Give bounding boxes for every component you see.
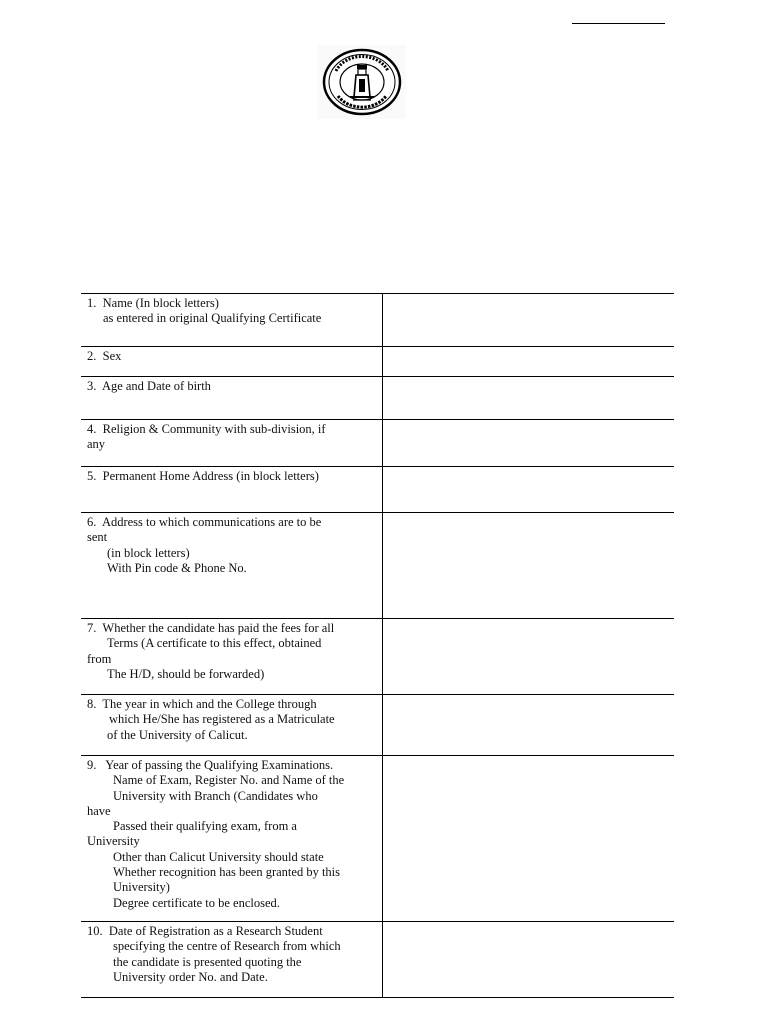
answer-field-registration-date[interactable] — [383, 922, 675, 998]
question-text: University — [87, 834, 140, 849]
form-row-1 — [81, 294, 674, 347]
application-form-table — [81, 293, 674, 998]
question-text: Name (In block letters) — [102, 296, 219, 310]
question-number: 3. — [87, 379, 97, 393]
question-text: sent — [87, 530, 108, 545]
question-text: Date of Registration as a Research Student — [108, 924, 323, 938]
answer-field-home-address[interactable] — [383, 467, 675, 513]
question-text: as entered in original Qualifying Certificate — [103, 311, 322, 326]
form-row-5 — [81, 467, 674, 513]
question-text: any — [87, 437, 106, 452]
question-text: Other than Calicut University should state — [113, 849, 324, 864]
question-number: 6. — [87, 515, 97, 529]
answer-field-name[interactable] — [383, 294, 675, 347]
answer-field-sex[interactable] — [383, 347, 675, 377]
question-text: from — [87, 651, 112, 666]
question-text: Passed their qualifying exam, from a — [113, 819, 297, 834]
form-row-3 — [81, 377, 674, 420]
form-row-10 — [81, 922, 674, 998]
question-text: Religion & Community with sub-division, if — [102, 422, 326, 436]
form-row-4 — [81, 420, 674, 467]
question-text: The H/D, should be forwarded) — [107, 666, 265, 681]
question-text: Degree certificate to be enclosed. — [113, 895, 280, 910]
question-text: Year of passing the Qualifying Examinations. — [105, 758, 334, 772]
question-text: which He/She has registered as a Matriculate — [109, 712, 335, 727]
question-text: Terms (A certificate to this effect, obtained — [107, 636, 322, 651]
question-text: Address to which communications are to be — [101, 515, 322, 529]
question-number: 10. — [87, 924, 103, 938]
question-text: specifying the centre of Research from which — [113, 939, 341, 954]
university-seal-icon — [318, 45, 406, 119]
question-cell — [81, 756, 383, 922]
question-text: University order No. and Date. — [113, 969, 268, 984]
question-cell — [81, 695, 383, 756]
question-number: 8. — [87, 697, 97, 711]
question-number: 2. — [87, 349, 97, 363]
question-text: The year in which and the College through — [102, 697, 317, 711]
question-text: (in block letters) — [107, 545, 190, 560]
answer-field-matriculate-year[interactable] — [383, 695, 675, 756]
question-number: 4. — [87, 422, 97, 436]
question-cell — [81, 294, 383, 347]
question-text: Whether the candidate has paid the fees for all — [102, 621, 335, 635]
question-text: of the University of Calicut. — [107, 727, 248, 742]
question-text: Whether recognition has been granted by this — [113, 865, 341, 880]
question-text: the candidate is presented quoting the — [113, 954, 302, 969]
question-text: Name of Exam, Register No. and Name of the — [113, 773, 345, 788]
question-cell — [81, 513, 383, 619]
question-number: 1. — [87, 296, 97, 310]
form-row-9 — [81, 756, 674, 922]
question-cell — [81, 922, 383, 998]
signature-line — [572, 23, 665, 24]
question-cell — [81, 347, 383, 377]
question-number: 9. — [87, 758, 97, 772]
question-text: University with Branch (Candidates who — [113, 788, 318, 803]
answer-field-age-dob[interactable] — [383, 377, 675, 420]
answer-field-fees-paid[interactable] — [383, 619, 675, 695]
question-text: Sex — [102, 349, 122, 363]
university-seal — [318, 45, 406, 119]
question-cell — [81, 377, 383, 420]
question-number: 5. — [87, 469, 97, 483]
answer-field-religion[interactable] — [383, 420, 675, 467]
question-number: 7. — [87, 621, 97, 635]
answer-field-qualifying-exam[interactable] — [383, 756, 675, 922]
form-row-7 — [81, 619, 674, 695]
question-cell — [81, 619, 383, 695]
question-text: With Pin code & Phone No. — [107, 560, 247, 575]
form-row-8 — [81, 695, 674, 756]
question-text: Permanent Home Address (in block letters) — [102, 469, 319, 483]
question-text: Age and Date of birth — [101, 379, 211, 393]
question-cell — [81, 467, 383, 513]
answer-field-comm-address[interactable] — [383, 513, 675, 619]
form-row-6 — [81, 513, 674, 619]
question-text: University) — [113, 880, 170, 895]
form-row-2 — [81, 347, 674, 377]
question-cell — [81, 420, 383, 467]
question-text: have — [87, 803, 111, 818]
